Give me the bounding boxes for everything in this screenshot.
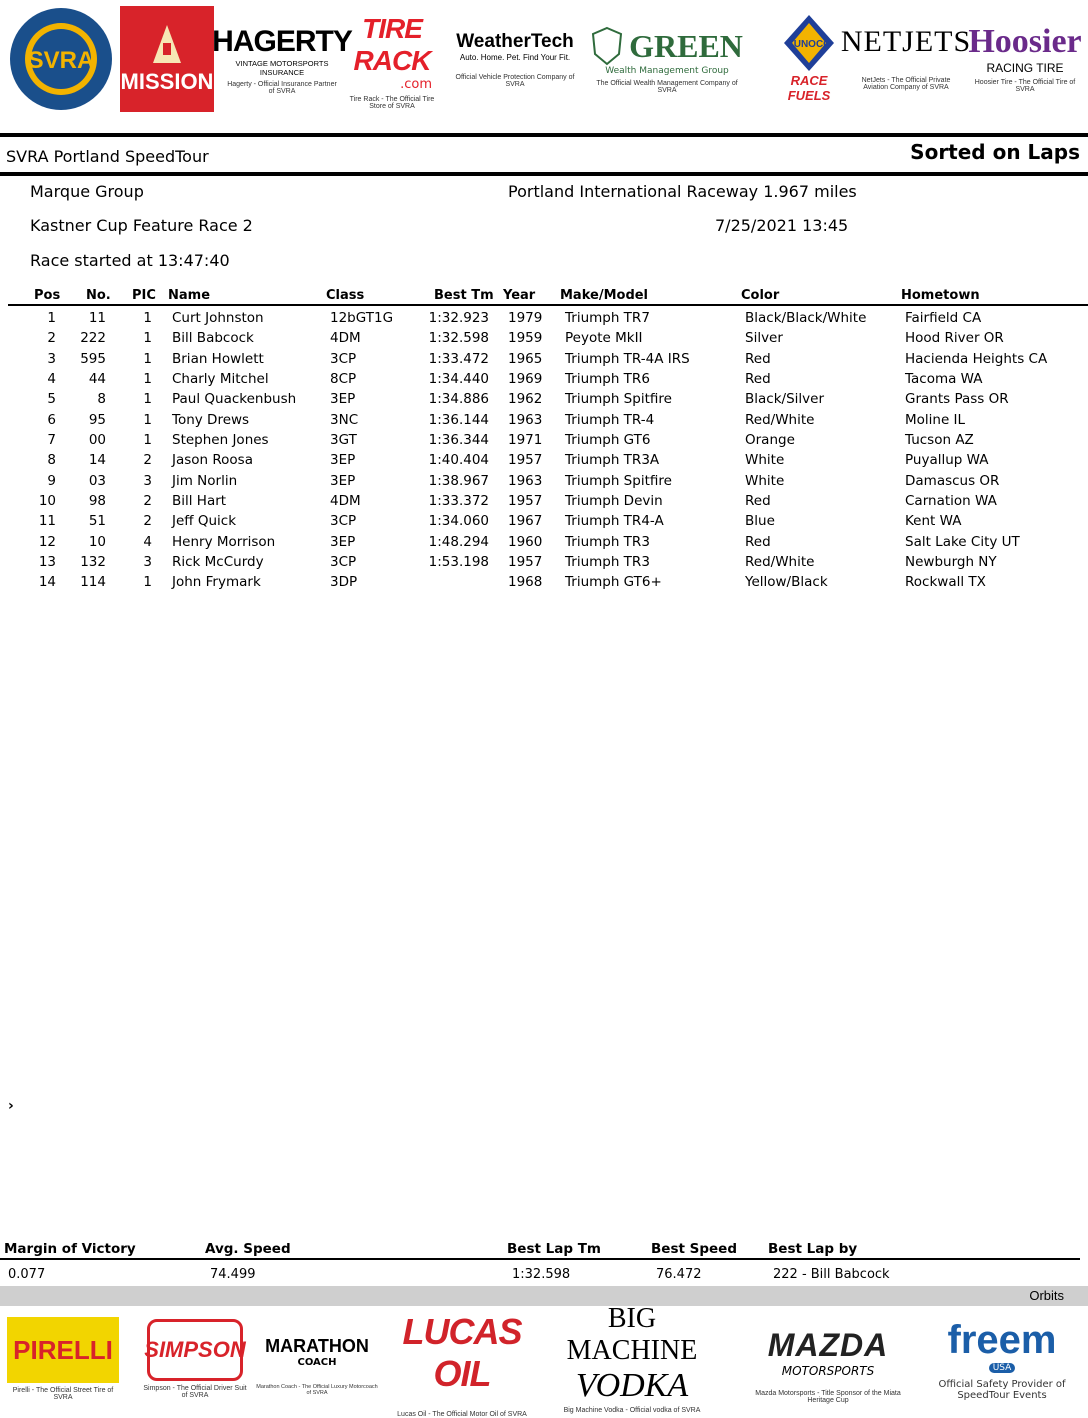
cell-pos: 14 bbox=[38, 574, 56, 590]
cell-make: Triumph Spitfire bbox=[565, 473, 672, 489]
col-best: Best Tm bbox=[434, 288, 494, 303]
cell-best: 1:38.967 bbox=[428, 473, 489, 489]
cell-class: 3EP bbox=[330, 473, 356, 489]
cell-best: 1:32.598 bbox=[428, 330, 489, 346]
cell-pos: 9 bbox=[47, 473, 56, 489]
cell-no: 8 bbox=[97, 391, 106, 407]
svra-logo bbox=[8, 6, 114, 112]
cell-color: White bbox=[745, 452, 785, 468]
track-name: Portland International Raceway 1.967 miles bbox=[508, 182, 857, 201]
cell-year: 1963 bbox=[508, 473, 543, 489]
simpson-caption: Simpson - The Official Driver Suit of SVRA bbox=[143, 1385, 247, 1399]
cell-name: Tony Drews bbox=[172, 412, 250, 428]
netjets-logo-text: NETJETS bbox=[840, 25, 972, 58]
cell-pic: 3 bbox=[143, 473, 152, 489]
cell-pos: 2 bbox=[47, 330, 56, 346]
hoosier-logo-sub: RACING TIRE bbox=[986, 61, 1064, 75]
mazda-logo bbox=[742, 1312, 914, 1406]
bigmachine-logo bbox=[542, 1302, 722, 1414]
bigmachine-logo-text: BIG MACHINE bbox=[566, 1302, 698, 1366]
cell-pos: 8 bbox=[47, 452, 56, 468]
cell-pic: 1 bbox=[143, 371, 152, 387]
mission-bell-icon bbox=[147, 23, 187, 69]
marathon-logo-text: MARATHON bbox=[265, 1336, 369, 1356]
cell-year: 1957 bbox=[508, 452, 543, 468]
hoosier-caption: Hoosier Tire - The Official Tire of SVRA bbox=[974, 79, 1076, 93]
cell-no: 98 bbox=[88, 493, 106, 509]
cell-best: 1:33.372 bbox=[428, 493, 489, 509]
cell-pos: 3 bbox=[47, 351, 56, 367]
cell-make: Triumph TR6 bbox=[565, 371, 650, 387]
cell-make: Triumph GT6 bbox=[565, 432, 651, 448]
cell-year: 1960 bbox=[508, 534, 543, 550]
best-lap-label: Best Lap Tm bbox=[507, 1241, 601, 1257]
svra-logo-text: SVRA bbox=[27, 47, 95, 74]
cell-make: Triumph TR3 bbox=[565, 554, 650, 570]
cell-name: Charly Mitchel bbox=[172, 371, 269, 387]
freem-caption: Official Safety Provider of SpeedTour Events bbox=[938, 1378, 1066, 1401]
cell-pic: 4 bbox=[143, 534, 152, 550]
cell-best: 1:36.344 bbox=[428, 432, 489, 448]
cell-name: Curt Johnston bbox=[172, 310, 264, 326]
cell-class: 3CP bbox=[330, 554, 357, 570]
green-logo-sub: Wealth Management Group bbox=[605, 66, 729, 76]
mazda-logo-sub: MOTORSPORTS bbox=[781, 1363, 875, 1378]
green-logo bbox=[594, 10, 743, 110]
best-lap-by-label: Best Lap by bbox=[768, 1241, 858, 1257]
cell-name: Jim Norlin bbox=[172, 473, 238, 489]
cell-color: Black/Black/White bbox=[745, 310, 867, 326]
cell-make: Triumph TR-4 bbox=[565, 412, 655, 428]
best-speed-label: Best Speed bbox=[651, 1241, 737, 1257]
cell-pic: 1 bbox=[143, 574, 152, 590]
cell-no: 10 bbox=[88, 534, 106, 550]
cell-hometown: Fairfield CA bbox=[905, 310, 982, 326]
cell-color: Red bbox=[745, 534, 771, 550]
cell-hometown: Kent WA bbox=[905, 513, 962, 529]
cell-name: Henry Morrison bbox=[172, 534, 276, 550]
cell-make: Triumph GT6+ bbox=[565, 574, 662, 590]
cell-hometown: Hacienda Heights CA bbox=[905, 351, 1048, 367]
avg-speed-value: 74.499 bbox=[210, 1267, 256, 1282]
cell-year: 1957 bbox=[508, 554, 543, 570]
table-row bbox=[0, 330, 1088, 350]
cell-color: Red bbox=[745, 493, 771, 509]
cell-class: 3NC bbox=[330, 412, 359, 428]
cell-year: 1967 bbox=[508, 513, 543, 529]
col-make: Make/Model bbox=[560, 288, 649, 303]
hagerty-logo-sub: VINTAGE MOTORSPORTS INSURANCE bbox=[235, 59, 329, 77]
cell-make: Triumph TR4-A bbox=[565, 513, 664, 529]
stray-mark: › bbox=[8, 1098, 14, 1114]
weathertech-logo-text: WeatherTech bbox=[456, 30, 574, 52]
col-no: No. bbox=[86, 288, 111, 303]
cell-class: 3DP bbox=[330, 574, 358, 590]
table-row bbox=[0, 513, 1088, 533]
cell-hometown: Tucson AZ bbox=[905, 432, 974, 448]
cell-no: 114 bbox=[80, 574, 106, 590]
tirerack-logo-text: TIRE RACK bbox=[353, 12, 431, 76]
cell-color: Silver bbox=[745, 330, 783, 346]
col-name: Name bbox=[168, 288, 211, 303]
marathon-logo bbox=[254, 1312, 380, 1406]
cell-year: 1968 bbox=[508, 574, 543, 590]
cell-make: Triumph Spitfire bbox=[565, 391, 672, 407]
header-rule-bottom bbox=[0, 172, 1088, 176]
cell-year: 1969 bbox=[508, 371, 543, 387]
pirelli-logo-text: PIRELLI bbox=[13, 1334, 113, 1365]
cell-color: White bbox=[745, 473, 785, 489]
cell-hometown: Moline IL bbox=[905, 412, 966, 428]
cell-hometown: Hood River OR bbox=[905, 330, 1004, 346]
cell-hometown: Puyallup WA bbox=[905, 452, 989, 468]
best-speed-value: 76.472 bbox=[656, 1267, 702, 1282]
table-row bbox=[0, 412, 1088, 432]
cell-color: Blue bbox=[745, 513, 775, 529]
netjets-logo bbox=[840, 6, 972, 110]
event-title: SVRA Portland SpeedTour bbox=[6, 147, 209, 166]
cell-no: 222 bbox=[80, 330, 106, 346]
cell-pos: 6 bbox=[47, 412, 56, 428]
cell-best: 1:34.060 bbox=[428, 513, 489, 529]
cell-no: 11 bbox=[88, 310, 106, 326]
cell-no: 595 bbox=[80, 351, 106, 367]
lucasoil-caption: Lucas Oil - The Official Motor Oil of SVRA bbox=[397, 1410, 527, 1418]
cell-pos: 5 bbox=[47, 391, 56, 407]
col-pic: PIC bbox=[132, 288, 156, 303]
cell-make: Peyote MkII bbox=[565, 330, 643, 346]
cell-best: 1:48.294 bbox=[428, 534, 489, 550]
orbits-label: Orbits bbox=[1029, 1288, 1064, 1303]
cell-year: 1965 bbox=[508, 351, 543, 367]
sunoco-arrow-icon bbox=[782, 13, 836, 73]
cell-hometown: Grants Pass OR bbox=[905, 391, 1009, 407]
cell-pic: 2 bbox=[143, 513, 152, 529]
cell-pic: 2 bbox=[143, 452, 152, 468]
cell-year: 1962 bbox=[508, 391, 543, 407]
freem-logo-sub: USA bbox=[989, 1363, 1016, 1373]
cell-make: Triumph TR3A bbox=[565, 452, 660, 468]
cell-no: 03 bbox=[88, 473, 106, 489]
cell-pic: 1 bbox=[143, 351, 152, 367]
cell-pos: 4 bbox=[47, 371, 56, 387]
cell-class: 3EP bbox=[330, 391, 356, 407]
cell-pos: 13 bbox=[38, 554, 56, 570]
cell-best: 1:33.472 bbox=[428, 351, 489, 367]
best-lap-value: 1:32.598 bbox=[512, 1267, 571, 1282]
sunoco-logo-sub: RACE FUELS bbox=[787, 73, 831, 103]
table-row bbox=[0, 452, 1088, 472]
cell-name: Bill Babcock bbox=[172, 330, 254, 346]
cell-class: 3GT bbox=[330, 432, 357, 448]
cell-name: Rick McCurdy bbox=[172, 554, 264, 570]
cell-pos: 11 bbox=[38, 513, 56, 529]
col-color: Color bbox=[741, 288, 780, 303]
cell-year: 1971 bbox=[508, 432, 543, 448]
col-hometown: Hometown bbox=[901, 288, 980, 303]
cell-pic: 1 bbox=[143, 432, 152, 448]
margin-value: 0.077 bbox=[8, 1267, 46, 1282]
marathon-logo-sub: COACH bbox=[297, 1357, 337, 1368]
header-rule-top bbox=[0, 133, 1088, 137]
results-header-rule bbox=[8, 304, 1088, 306]
cell-no: 51 bbox=[88, 513, 106, 529]
cell-year: 1959 bbox=[508, 330, 543, 346]
cell-make: Triumph TR-4A IRS bbox=[565, 351, 690, 367]
cell-hometown: Tacoma WA bbox=[905, 371, 983, 387]
race-start-time: Race started at 13:47:40 bbox=[30, 251, 230, 270]
sunoco-logo bbox=[774, 6, 844, 110]
group-name: Marque Group bbox=[30, 182, 144, 201]
cell-class: 8CP bbox=[330, 371, 357, 387]
cell-class: 3EP bbox=[330, 534, 356, 550]
cell-name: Stephen Jones bbox=[172, 432, 269, 448]
table-row bbox=[0, 554, 1088, 574]
table-row bbox=[0, 574, 1088, 594]
simpson-logo bbox=[140, 1312, 250, 1406]
mazda-caption: Mazda Motorsports - Title Sponsor of the Miata Heritage Cup bbox=[755, 1389, 901, 1404]
hagerty-logo-text: HAGERTY bbox=[212, 25, 352, 58]
cell-class: 4DM bbox=[330, 493, 361, 509]
table-row bbox=[0, 371, 1088, 391]
marathon-caption: Marathon Coach - The Official Luxury Motorcoach of SVRA bbox=[256, 1384, 378, 1396]
cell-pos: 7 bbox=[47, 432, 56, 448]
weathertech-logo bbox=[452, 24, 578, 94]
race-datetime: 7/25/2021 13:45 bbox=[715, 216, 849, 235]
avg-speed-label: Avg. Speed bbox=[205, 1241, 291, 1257]
cell-color: Red bbox=[745, 371, 771, 387]
best-lap-by-value: 222 - Bill Babcock bbox=[773, 1267, 890, 1282]
cell-pos: 12 bbox=[38, 534, 56, 550]
cell-no: 44 bbox=[88, 371, 106, 387]
cell-hometown: Damascus OR bbox=[905, 473, 1000, 489]
tirerack-logo-sub: .com bbox=[400, 76, 432, 92]
cell-color: Red/White bbox=[745, 412, 815, 428]
lucasoil-logo-text: LUCAS OIL bbox=[402, 1310, 522, 1394]
cell-name: Jason Roosa bbox=[172, 452, 253, 468]
cell-best: 1:53.198 bbox=[428, 554, 489, 570]
table-row bbox=[0, 351, 1088, 371]
table-row bbox=[0, 534, 1088, 554]
mission-logo-text: MISSION bbox=[120, 69, 214, 94]
netjets-caption: NetJets - The Official Private Aviation Company of SVRA bbox=[861, 77, 951, 91]
cell-hometown: Salt Lake City UT bbox=[905, 534, 1020, 550]
cell-best: 1:34.886 bbox=[428, 391, 489, 407]
cell-pos: 1 bbox=[47, 310, 56, 326]
cell-no: 00 bbox=[88, 432, 106, 448]
svra-roundel-icon bbox=[8, 6, 114, 112]
cell-best: 1:34.440 bbox=[428, 371, 489, 387]
green-caption: The Official Wealth Management Company of SVRA bbox=[596, 80, 738, 94]
cell-year: 1979 bbox=[508, 310, 543, 326]
hoosier-logo bbox=[966, 6, 1084, 110]
cell-no: 14 bbox=[88, 452, 106, 468]
cell-make: Triumph TR3 bbox=[565, 534, 650, 550]
cell-pic: 2 bbox=[143, 493, 152, 509]
cell-year: 1963 bbox=[508, 412, 543, 428]
cell-best: 1:36.144 bbox=[428, 412, 489, 428]
freem-logo-text: freem bbox=[947, 1317, 1057, 1362]
pirelli-caption: Pirelli - The Official Street Tire of SVRA bbox=[12, 1387, 114, 1401]
cell-no: 95 bbox=[88, 412, 106, 428]
cell-pic: 3 bbox=[143, 554, 152, 570]
cell-name: Brian Howlett bbox=[172, 351, 264, 367]
cell-pic: 1 bbox=[143, 310, 152, 326]
cell-hometown: Carnation WA bbox=[905, 493, 997, 509]
col-year: Year bbox=[503, 288, 536, 303]
race-name: Kastner Cup Feature Race 2 bbox=[30, 216, 253, 235]
cell-best: 1:40.404 bbox=[428, 452, 489, 468]
cell-pic: 1 bbox=[143, 391, 152, 407]
cell-make: Triumph Devin bbox=[565, 493, 663, 509]
table-row bbox=[0, 473, 1088, 493]
cell-name: Bill Hart bbox=[172, 493, 227, 509]
cell-class: 3EP bbox=[330, 452, 356, 468]
cell-color: Yellow/Black bbox=[745, 574, 828, 590]
top-sponsor-banner bbox=[0, 0, 1088, 130]
hagerty-logo bbox=[212, 10, 352, 110]
tirerack-logo bbox=[342, 12, 442, 110]
cell-pos: 10 bbox=[38, 493, 56, 509]
table-row bbox=[0, 310, 1088, 330]
table-row bbox=[0, 432, 1088, 452]
mazda-logo-text: MAZDA bbox=[767, 1326, 889, 1363]
green-logo-text: GREEN bbox=[629, 27, 743, 64]
bottom-sponsor-banner bbox=[0, 1302, 1088, 1418]
col-class: Class bbox=[326, 288, 365, 303]
cell-class: 4DM bbox=[330, 330, 361, 346]
cell-class: 3CP bbox=[330, 513, 357, 529]
cell-pic: 1 bbox=[143, 412, 152, 428]
simpson-logo-text: SIMPSON bbox=[144, 1337, 246, 1362]
sunoco-logo-text: SUNOCO bbox=[787, 39, 831, 50]
cell-name: Jeff Quick bbox=[172, 513, 237, 529]
mission-logo bbox=[120, 6, 214, 112]
cell-hometown: Newburgh NY bbox=[905, 554, 997, 570]
pirelli-logo bbox=[6, 1312, 120, 1406]
cell-name: Paul Quackenbush bbox=[172, 391, 297, 407]
margin-label: Margin of Victory bbox=[4, 1241, 136, 1257]
tirerack-caption: Tire Rack - The Official Tire Store of SVRA bbox=[349, 95, 435, 110]
cell-no: 132 bbox=[80, 554, 106, 570]
cell-color: Orange bbox=[745, 432, 795, 448]
cell-color: Red/White bbox=[745, 554, 815, 570]
bigmachine-logo-sub: VODKA bbox=[575, 1366, 689, 1404]
cell-name: John Frymark bbox=[172, 574, 261, 590]
cell-best: 1:32.923 bbox=[428, 310, 489, 326]
hoosier-logo-text: Hoosier bbox=[968, 23, 1082, 60]
cell-hometown: Rockwall TX bbox=[905, 574, 986, 590]
cell-color: Black/Silver bbox=[745, 391, 824, 407]
weathertech-caption: Official Vehicle Protection Company of SVRA bbox=[455, 73, 575, 88]
shield-icon bbox=[591, 26, 623, 66]
cell-make: Triumph TR7 bbox=[565, 310, 650, 326]
lucasoil-logo bbox=[392, 1310, 532, 1418]
bigmachine-caption: Big Machine Vodka - Official vodka of SVRA bbox=[563, 1406, 701, 1414]
cell-pic: 1 bbox=[143, 330, 152, 346]
weathertech-logo-sub: Auto. Home. Pet. Find Your Fit. bbox=[459, 52, 571, 62]
table-row bbox=[0, 391, 1088, 411]
table-row bbox=[0, 493, 1088, 513]
cell-class: 3CP bbox=[330, 351, 357, 367]
cell-year: 1957 bbox=[508, 493, 543, 509]
sort-label: Sorted on Laps bbox=[910, 140, 1080, 164]
col-pos: Pos bbox=[34, 288, 61, 303]
freem-logo bbox=[920, 1312, 1084, 1406]
hagerty-caption: Hagerty - Official Insurance Partner of SVRA bbox=[227, 81, 337, 95]
summary-rule bbox=[0, 1258, 1080, 1260]
cell-class: 12bGT1G bbox=[330, 310, 394, 326]
cell-color: Red bbox=[745, 351, 771, 367]
